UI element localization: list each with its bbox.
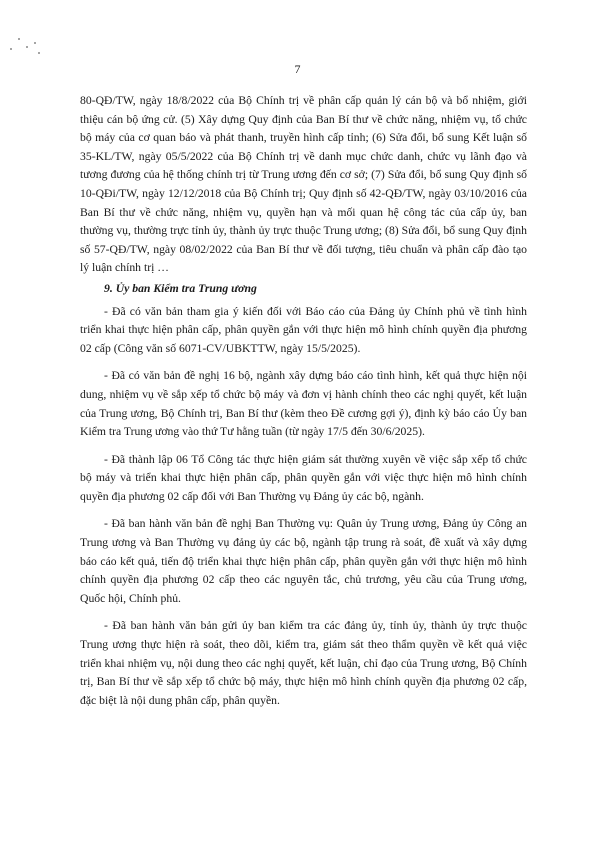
bullet-paragraph-2: - Đã có văn bản đề nghị 16 bộ, ngành xây dựng báo cáo tình hình, kết quả thực hiện nội dung, nhiệm vụ về sắp xếp tổ chức bộ máy và đơn vị hành chính theo các nghị quyết, kết luận của Trung ương, Bộ Chính trị, Ban Bí thư (kèm theo Đề cương gợi ý), định kỳ báo cáo Ủy ban Kiểm tra Trung ương vào thứ Tư hằng tuần (từ ngày 17/5 đến 30/6/2025). bbox=[80, 369, 527, 439]
scan-specks bbox=[8, 34, 48, 64]
document-body bbox=[80, 92, 527, 710]
continuation-paragraph: 80-QĐ/TW, ngày 18/8/2022 của Bộ Chính trị về phân cấp quản lý cán bộ và bổ nhiệm, giới thiệu cán bộ ứng cử. (5) Xây dựng Quy định của Ban Bí thư về chức năng, nhiệm vụ, tổ chức bộ máy của cơ quan báo và phát thanh, truyền hình cấp tỉnh; (6) Sửa đổi, bổ sung Kết luận số 35-KL/TW, ngày 05/5/2022 của Bộ Chính trị về danh mục chức danh, chức vụ lãnh đạo và tương đương của hệ thống chính trị từ Trung ương đến cơ sở; (7) Sửa đổi, bổ sung Quy định số 10-QĐi/TW, ngày 12/12/2018 của Bộ Chính trị; Quy định số 42-QĐ/TW, ngày 03/10/2016 của Ban Bí thư về chức năng, nhiệm vụ, quyền hạn và mối quan hệ công tác của cấp ủy, ban thường vụ, thường trực tỉnh ủy, thành ủy trực thuộc Trung ương; (8) Sửa đổi, bổ sung Quy định số 57-QĐ/TW, ngày 08/02/2022 của Ban Bí thư về đối tượng, tiêu chuẩn và phân cấp đào tạo lý luận chính trị … bbox=[80, 94, 527, 275]
bullet-paragraph-3: - Đã thành lập 06 Tổ Công tác thực hiện giám sát thường xuyên về việc sắp xếp tổ chức bộ máy và triển khai thực hiện phân cấp, phân quyền gắn với việc thực hiện mô hình chính quyền địa phương 02 cấp đối với Ban Thường vụ Đảng ủy các bộ, ngành. bbox=[80, 452, 527, 503]
page-number: 7 bbox=[294, 62, 301, 76]
bullet-paragraph-1: - Đã có văn bản tham gia ý kiến đối với Báo cáo của Đảng ủy Chính phủ về tình hình triển khai thực hiện phân cấp, phân quyền gắn với thực hiện mô hình chính quyền địa phương 02 cấp (Công văn số 6071-CV/UBKTTW, ngày 15/5/2025). bbox=[80, 304, 527, 355]
bullet-paragraph-4: - Đã ban hành văn bản đề nghị Ban Thường vụ: Quân ủy Trung ương, Đảng ủy Công an Trung ương và Ban Thường vụ đảng ủy các bộ, ngành tập trung rà soát, đề xuất và xây dựng báo cáo kết quả, tiến độ triển khai thực hiện phân cấp, phân quyền gắn với thực hiện mô hình chính quyền địa phương 02 cấp theo các nguyên tắc, chủ trương, yêu cầu của Trung ương, Quốc hội, Chính phủ. bbox=[80, 517, 527, 605]
bullet-paragraph-5: - Đã ban hành văn bản gửi ủy ban kiểm tra các đảng ủy, tỉnh ủy, thành ủy trực thuộc Trung ương thực hiện rà soát, theo dõi, kiểm tra, giám sát theo thẩm quyền về kết quả việc triển khai nhiệm vụ, nội dung theo các nghị quyết, kết luận, chỉ đạo của Trung ương, Bộ Chính trị, Ban Bí thư về sắp xếp tổ chức bộ máy, thực hiện mô hình chính quyền địa phương 02 cấp, đặc biệt là nội dung phân cấp, phân quyền. bbox=[80, 619, 527, 707]
section-heading: 9. Ủy ban Kiểm tra Trung ương bbox=[104, 281, 257, 295]
